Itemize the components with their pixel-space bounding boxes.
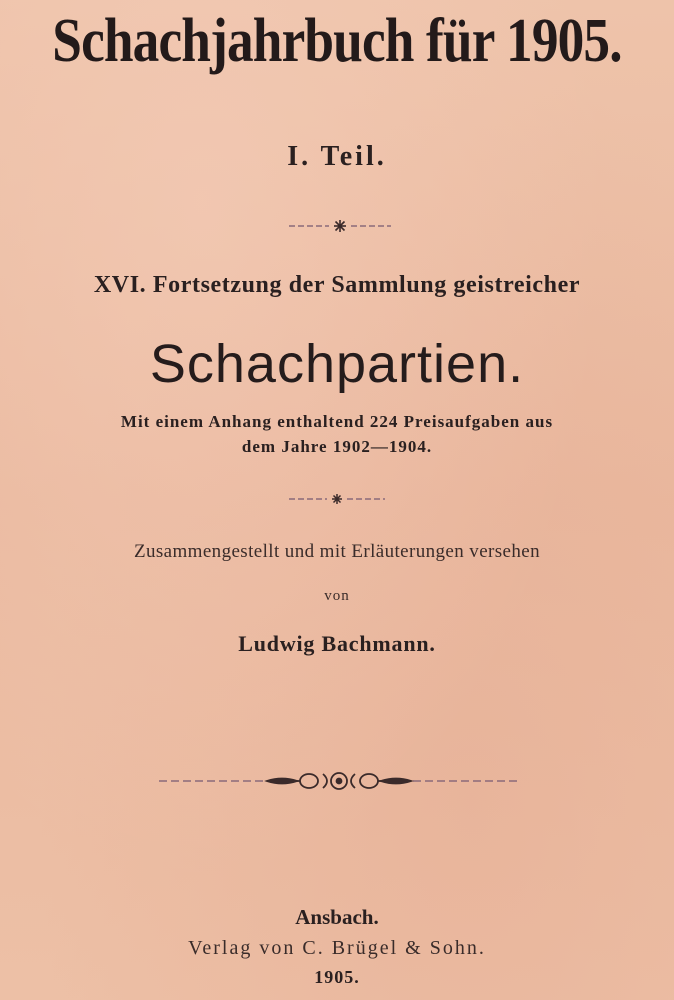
appendix-line-1: Mit einem Anhang enthaltend 224 Preisaufgaben aus [120,412,554,431]
appendix-line-2: dem Jahre 1902—1904. [241,437,433,456]
by-label: von [324,588,350,604]
ornament-divider-2 [287,492,387,506]
series-line: XVI. Fortsetzung der Sammlung geistreicher [93,272,581,298]
ornament-divider-large [157,768,521,794]
publication-city: Ansbach. [295,905,379,929]
book-title: Schachjahrbuch für 1905. [52,7,622,75]
ornament-divider-1 [287,218,393,234]
publication-year: 1905. [314,967,360,987]
publisher-line: Verlag von C. Brügel & Sohn. [188,937,486,959]
compiled-line: Zusammengestellt und mit Erläuterungen versehen [133,541,541,562]
main-heading: Schachpartien. [149,334,525,394]
author-name: Ludwig Bachmann. [238,631,436,656]
part-label: I. Teil. [287,141,387,172]
